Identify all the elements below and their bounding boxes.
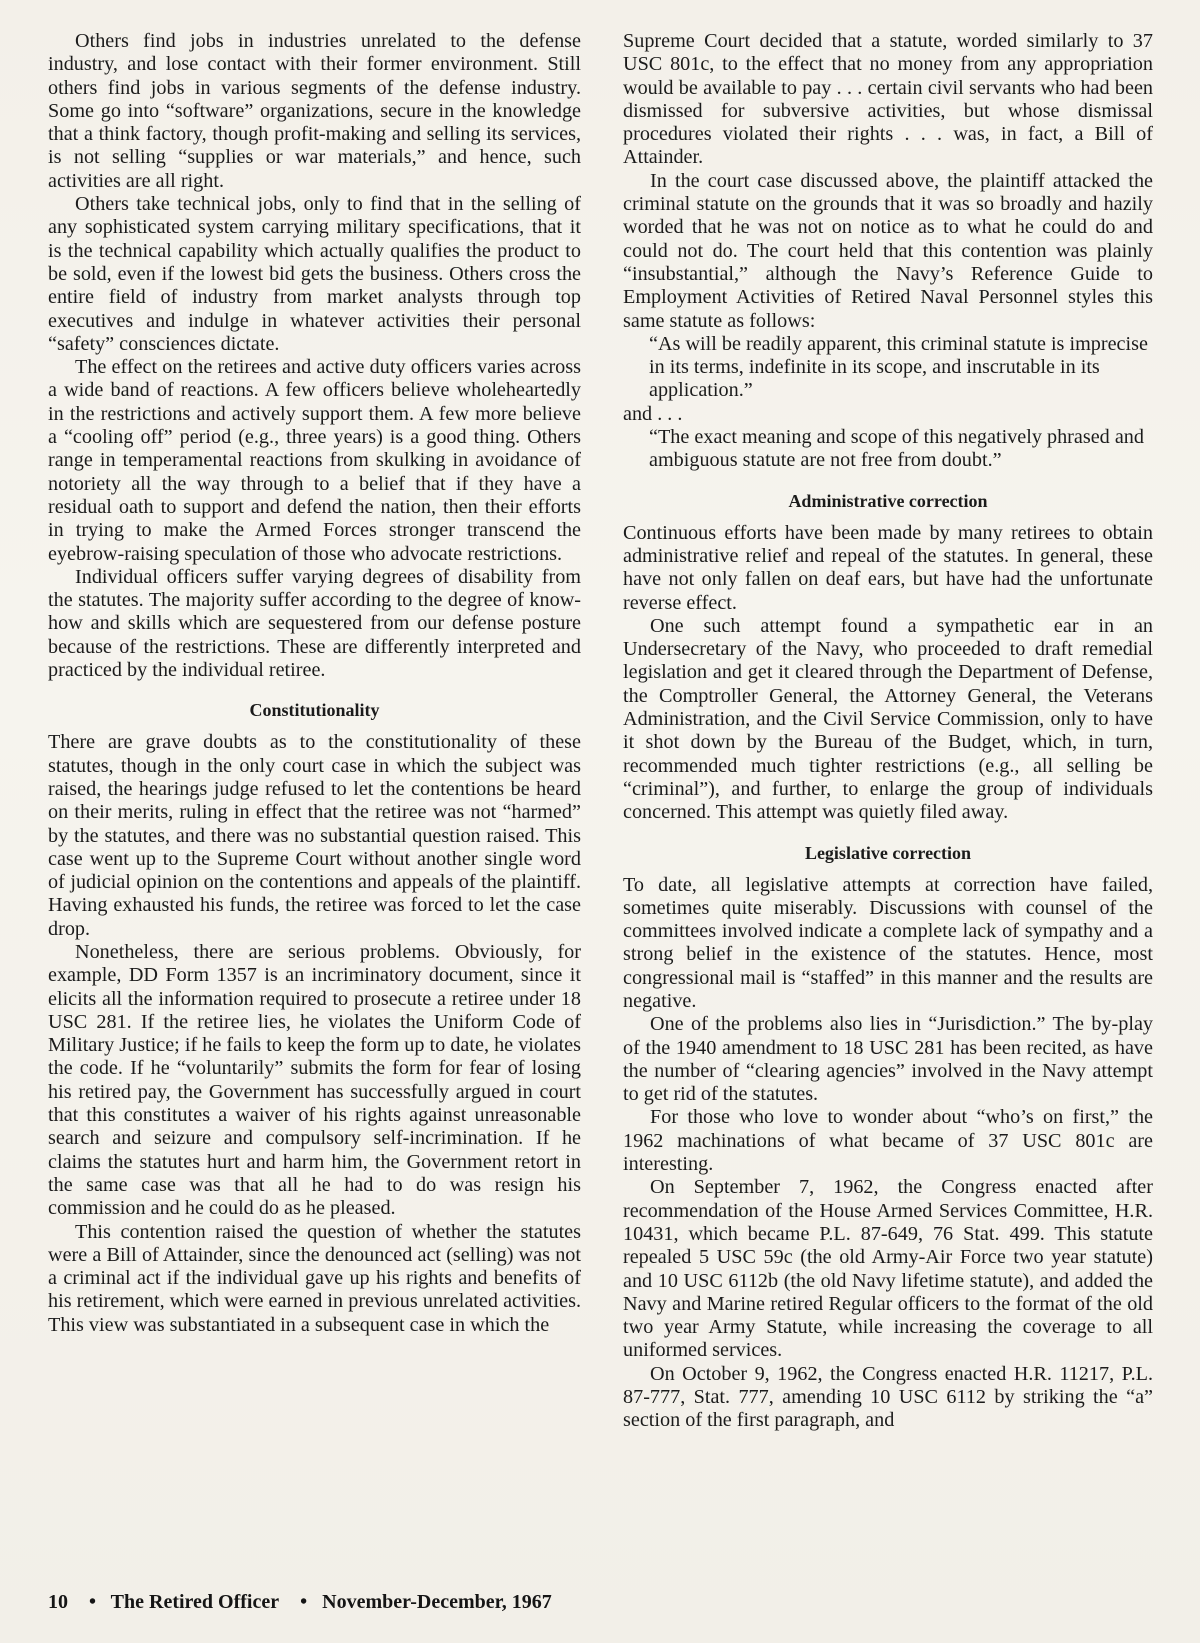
- paragraph: Individual officers suffer varying degrees of disability from the statutes. The majority suffer according to the degree of know-how and skills which are sequestered from our defense posture because of the restrictions. These are differently interpreted and practiced by the individual retiree.: [48, 565, 581, 682]
- paragraph: Nonetheless, there are serious problems. Obviously, for example, DD Form 1357 is an incriminatory document, since it elicits all the information required to prosecute a retiree under 18 USC 281. If the retiree lies, he violates the Uniform Code of Military Justice; if he fails to keep the form up to date, he violates the code. If he “voluntarily” submits the form for fear of losing his retired pay, the Government has successfully argued in court that this constitutes a waiver of his rights against unreasonable search and seizure and compulsory self-incrimination. If he claims the statutes hurt and harm him, the Government retort in the same case was that all he had to do was resign his commission and he could do as he pleased.: [48, 940, 581, 1220]
- section-heading-legislative-correction: Legislative correction: [804, 842, 972, 863]
- paragraph: To date, all legislative attempts at correction have failed, sometimes quite miserably. Discussions with counsel of the committees involved indicate a complete lack of sympathy and a strong belief in the existence of the statutes. Hence, most congressional mail is “staffed” in this manner and the results are negative.: [623, 873, 1153, 1012]
- paragraph: Supreme Court decided that a statute, worded similarly to 37 USC 801c, to the effect that no money from any appropriation would be available to pay . . . certain civil servants who had been dismissed for subversive activities, but whose dismissal procedures violated their rights . . . was, in fact, a Bill of Attainder.: [623, 30, 1153, 169]
- block-quote: “The exact meaning and scope of this negatively phrased and ambiguous statute are not free from doubt.”: [649, 426, 1144, 472]
- paragraph: One such attempt found a sympathetic ear in an Undersecretary of the Navy, who proceeded to draft remedial legislation and get it cleared through the Department of Defense, the Comptroller General, the Attorney General, the Veterans Administration, and the Civil Service Commission, only to have it shot down by the Bureau of the Budget, which, in turn, recommended much tighter restrictions (e.g., all selling be “criminal”), and further, to enlarge the group of individuals concerned. This attempt was quietly filed away.: [623, 614, 1153, 824]
- paragraph: On September 7, 1962, the Congress enacted after recommendation of the House Armed Services Committee, H.R. 10431, which became P.L. 87-649, 76 Stat. 499. This statute repealed 5 USC 59c (the old Army-Air Force two year statute) and 10 USC 6112b (the old Navy lifetime statute), and added the Navy and Marine retired Regular officers to the format of the old two year Army Statute, while increasing the coverage to all uniformed services.: [623, 1176, 1153, 1362]
- left-column: [48, 30, 581, 1337]
- paragraph: For those who love to wonder about “who’s on first,” the 1962 machinations of what became of 37 USC 801c are interesting.: [623, 1106, 1153, 1176]
- publication-title: The Retired Officer: [110, 1591, 280, 1613]
- and-line: and . . .: [623, 402, 683, 425]
- separator-bullet: •: [300, 1591, 308, 1613]
- right-column: [623, 30, 1153, 1433]
- section-heading-constitutionality: Constitutionality: [249, 700, 380, 721]
- separator-bullet: •: [89, 1591, 97, 1613]
- page-number: 10: [48, 1591, 68, 1613]
- paragraph: On October 9, 1962, the Congress enacted H.R. 11217, P.L. 87-777, Stat. 777, amending 10 USC 6112 by striking the “a” section of the first paragraph, and: [623, 1362, 1153, 1432]
- paragraph: Continuous efforts have been made by many retirees to obtain administrative relief and repeal of the statutes. In general, these have not only fallen on deaf ears, but have had the unfortunate reverse effect.: [623, 521, 1153, 614]
- paragraph: This contention raised the question of whether the statutes were a Bill of Attainder, since the denounced act (selling) was not a criminal act if the individual gave up his rights and benefits of his retirement, which were earned in previous unrelated activities. This view was substantiated in a subsequent case in which the: [48, 1220, 581, 1336]
- paragraph: One of the problems also lies in “Jurisdiction.” The by-play of the 1940 amendment to 18 USC 281 has been recited, as have the number of “clearing agencies” involved in the Navy attempt to get rid of the statutes.: [623, 1013, 1153, 1106]
- paragraph: Others find jobs in industries unrelated to the defense industry, and lose contact with their former environment. Still others find jobs in various segments of the defense industry. Some go into “software” organizations, secure in the knowledge that a think factory, though profit-making and selling its services, is not selling “supplies or war materials,” and hence, such activities are all right.: [48, 30, 581, 192]
- paragraph: Others take technical jobs, only to find that in the selling of any sophisticated system carrying military specifications, that it is the technical capability which actually qualifies the product to be sold, even if the lowest bid gets the business. Others cross the entire field of industry from market analysts through top executives and indulge in whatever activities their personal “safety” consciences dictate.: [48, 193, 581, 355]
- paragraph: There are grave doubts as to the constitutionality of these statutes, though in the only court case in which the subject was raised, the hearings judge refused to let the contentions be heard on their merits, ruling in effect that the retiree was not “harmed” by the statutes, and there was no substantial question raised. This case went up to the Supreme Court without another single word of judicial opinion on the contentions and appeals of the plaintiff. Having exhausted his funds, the retiree was forced to let the case drop.: [48, 731, 581, 940]
- block-quote: “As will be readily apparent, this criminal statute is imprecise in its terms, indefinite in its scope, and inscrutable in its application.”: [649, 332, 1148, 402]
- paragraph: The effect on the retirees and active duty officers varies across a wide band of reactions. A few officers believe wholeheartedly in the restrictions and actively support them. A few more believe a “cooling off” period (e.g., three years) is a good thing. Others range in temperamental reactions from skulking in avoidance of notoriety all the way through to a belief that if they have a residual oath to support and defend the nation, then their efforts in trying to make the Armed Forces stronger transcend the eyebrow-raising speculation of those who advocate restrictions.: [48, 356, 581, 565]
- paragraph: In the court case discussed above, the plaintiff attacked the criminal statute on the grounds that it was so broadly and hazily worded that he was not on notice as to what he could do and could not do. The court held that this contention was plainly “insubstantial,” although the Navy’s Reference Guide to Employment Activities of Retired Naval Personnel styles this same statute as follows:: [623, 169, 1153, 332]
- issue-date: November-December, 1967: [322, 1591, 552, 1613]
- page-footer: [48, 1591, 558, 1614]
- section-heading-administrative-correction: Administrative correction: [788, 490, 988, 511]
